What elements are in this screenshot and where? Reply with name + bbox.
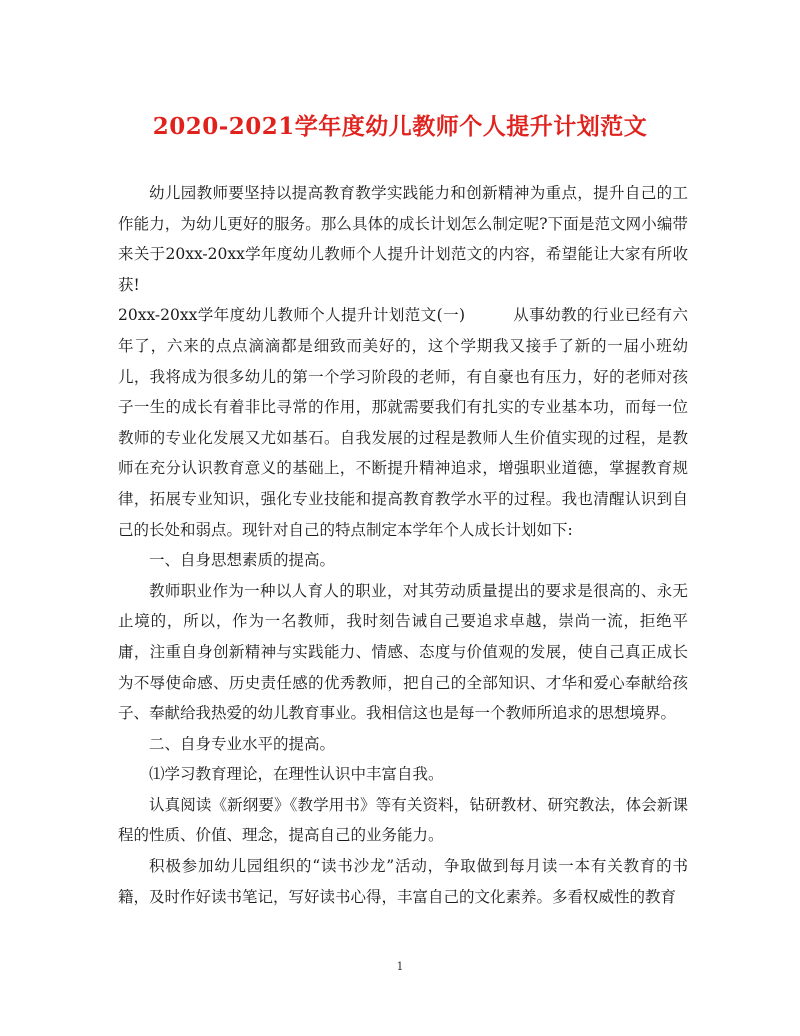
point1-body: 教师职业作为一种以人育人的职业，对其劳动质量提出的要求是很高的、永无止境的，所以，作为一名教师，我时刻告诫自己要追求卓越，崇尚一流，拒绝平庸，注重自身创新精神与实践能力、情感、态度与价值观的发展，使自己真正成长为不辱使命感、历史责任感的优秀教师，把自己的全部知识、才华和爱心奉献给孩子、奉献给我热爱的幼儿教育事业。我相信这也是每一个教师所追求的思想境界。 (118, 581, 688, 723)
document-body (118, 178, 688, 912)
intro-paragraph: 幼儿园教师要坚持以提高教育教学实践能力和创新精神为重点，提升自己的工作能力，为幼儿更好的服务。那么具体的成长计划怎么制定呢?下面是范文网小编带来关于20xx-20xx学年度幼儿教师个人提升计划范文的内容，希望能让大家有所收获! (118, 184, 688, 294)
sub1-body: 认真阅读《新纲要》《教学用书》等有关资料，钻研教材、研究教法，体会新课程的性质、价值、理念，提高自己的业务能力。 (118, 795, 688, 845)
section-body: 从事幼教的行业已经有六年了，六来的点点滴滴都是细致而美好的，这个学期我又接手了新的一届小班幼儿，我将成为很多幼儿的第一个学习阶段的老师，有自豪也有压力，好的老师对孩子一生的成长有着非比寻常的作用，那就需要我们有扎实的专业基本功，而每一位教师的专业化发展又尤如基石。自我发展的过程是教师人生价值实现的过程，是教师在充分认识教育意义的基础上，不断提升精神追求，增强职业道德，掌握教育规律，拓展专业知识，强化专业技能和提高教育教学水平的过程。我也清醒认识到自己的长处和弱点。现针对自己的特点制定本学年个人成长计划如下: (118, 306, 688, 539)
section-gap (465, 306, 513, 324)
sub1-body-2: 积极参加幼儿园组织的“读书沙龙”活动，争取做到每月读一本有关教育的书籍，及时作好读书笔记，写好读书心得，丰富自己的文化素养。多看权威性的教育 (118, 857, 688, 906)
sub1-heading: ⑴学习教育理论，在理性认识中丰富自我。 (149, 765, 444, 784)
page-number: 1 (396, 960, 404, 973)
document-title: 2020-2021学年度幼儿教师个人提升计划范文 (152, 113, 648, 140)
point1-heading: 一、自身思想素质的提高。 (149, 551, 336, 570)
section-heading: 20xx-20xx学年度幼儿教师个人提升计划范文(一) (118, 306, 466, 325)
section-paragraph (118, 300, 688, 545)
point2-heading: 二、自身专业水平的提高。 (149, 734, 336, 753)
